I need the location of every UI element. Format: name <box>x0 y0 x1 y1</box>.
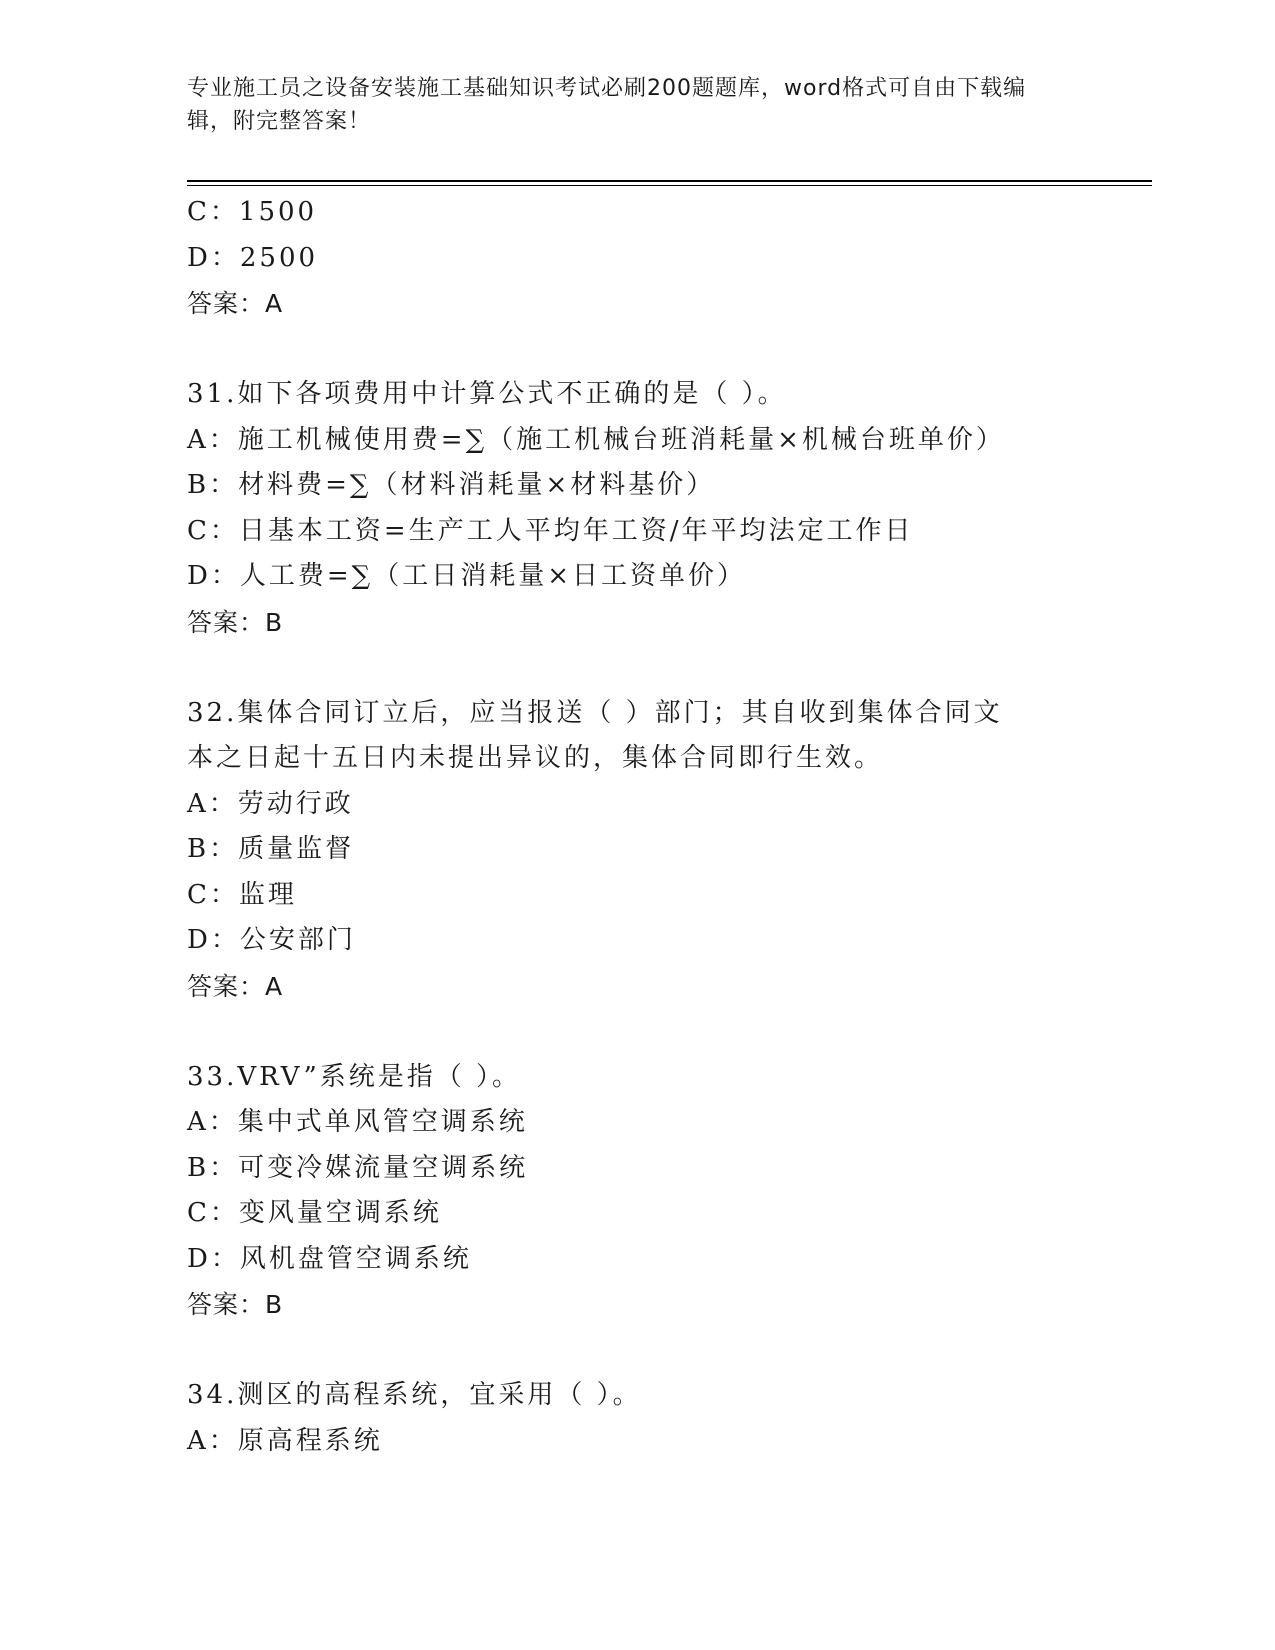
option-text: 劳动行政 <box>237 788 354 819</box>
option-label: A： <box>187 1107 238 1137</box>
option-label: D： <box>187 242 240 273</box>
option-label: D： <box>187 925 240 955</box>
option-label: C： <box>187 1198 239 1228</box>
option-text: 监理 <box>238 879 297 910</box>
question-stem: 33.VRV”系统是指（ ）。 <box>187 1061 522 1092</box>
option-text: 公安部门 <box>239 925 356 955</box>
document-title: 专业施工员之设备安装施工基础知识考试必刷200题题库，word格式可自由下载编辑，附完整答案！ <box>187 76 1027 134</box>
header-divider-thin <box>187 185 1152 186</box>
spacer <box>187 645 1087 691</box>
option-text: 质量监督 <box>238 834 355 864</box>
header-divider-thick <box>187 180 1152 182</box>
option-c <box>187 190 1087 236</box>
option-text: 施工机械使用费=∑（施工机械台班消耗量×机械台班单价） <box>237 424 1005 455</box>
option-label: B： <box>187 834 239 864</box>
spacer <box>187 327 1087 373</box>
option-text: 变风量空调系统 <box>238 1198 442 1228</box>
page-header <box>187 72 1067 138</box>
option-b <box>187 463 1087 509</box>
question-34 <box>187 1373 1087 1464</box>
option-text: 原高程系统 <box>237 1425 383 1456</box>
option-label: A： <box>187 1425 238 1456</box>
option-text: 集中式单风管空调系统 <box>237 1107 528 1137</box>
option-text: 风机盘管空调系统 <box>239 1243 472 1274</box>
option-label: C： <box>187 197 239 227</box>
option-c <box>187 1191 1087 1237</box>
question-32 <box>187 691 1087 1010</box>
option-c <box>187 509 1087 555</box>
option-label: B： <box>187 470 239 500</box>
question-33 <box>187 1055 1087 1328</box>
option-a <box>187 1419 1087 1465</box>
option-d <box>187 1237 1087 1283</box>
spacer <box>187 1328 1087 1374</box>
spacer <box>187 1009 1087 1055</box>
option-d <box>187 236 1087 282</box>
option-text: 日基本工资=生产工人平均年工资/年平均法定工作日 <box>238 515 914 546</box>
question-30-continued <box>187 190 1087 327</box>
option-a <box>187 1100 1087 1146</box>
option-d <box>187 554 1087 600</box>
option-label: A： <box>187 788 238 819</box>
option-label: C： <box>187 515 239 546</box>
option-text: 1500 <box>238 197 318 227</box>
option-a <box>187 782 1087 828</box>
option-b <box>187 1146 1087 1192</box>
option-text: 材料费=∑（材料消耗量×材料基价） <box>238 470 716 500</box>
answer: 答案：B <box>187 1290 284 1319</box>
answer: 答案：B <box>187 607 284 637</box>
option-text: 人工费=∑（工日消耗量×日工资单价） <box>239 561 746 591</box>
option-label: B： <box>187 1152 239 1183</box>
answer: 答案：A <box>187 289 284 318</box>
option-b <box>187 827 1087 873</box>
option-a <box>187 418 1087 464</box>
option-label: D： <box>187 561 240 591</box>
question-stem: 32.集体合同订立后，应当报送（ ）部门；其自收到集体合同文本之日起十五日内未提出异议的，集体合同即行生效。 <box>187 697 1003 773</box>
question-stem: 31.如下各项费用中计算公式不正确的是（ ）。 <box>187 379 787 409</box>
document-body <box>187 190 1087 1464</box>
question-stem: 34.测区的高程系统，宜采用（ ）。 <box>187 1380 642 1410</box>
option-d <box>187 918 1087 964</box>
option-text: 2500 <box>239 242 319 273</box>
answer: 答案：A <box>187 971 284 1001</box>
option-label: D： <box>187 1243 240 1274</box>
question-31 <box>187 372 1087 645</box>
option-text: 可变冷媒流量空调系统 <box>238 1152 529 1183</box>
option-label: C： <box>187 879 239 910</box>
option-c <box>187 873 1087 919</box>
option-label: A： <box>187 424 238 455</box>
